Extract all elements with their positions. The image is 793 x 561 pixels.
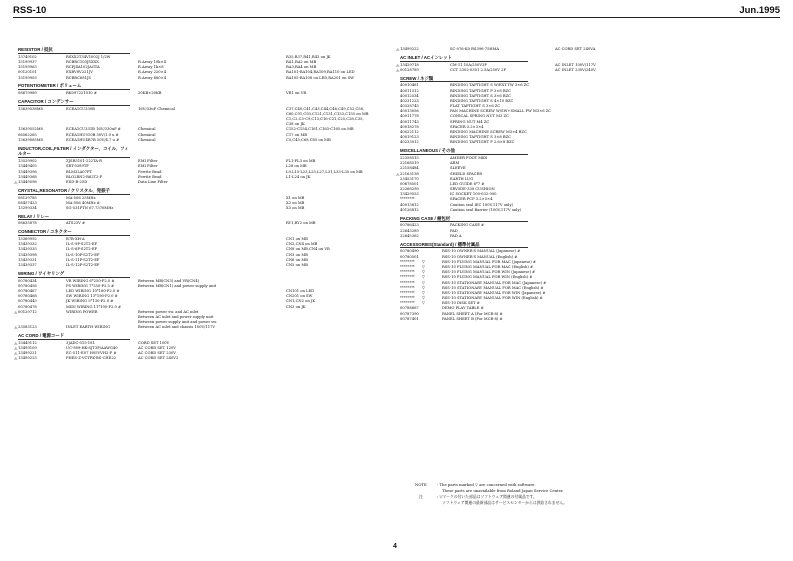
description: IL-S-12P-S2T2-EF [66,263,100,267]
part-number: 40233012 [400,140,419,145]
part-number: 13439335 [18,247,37,252]
description: MA-506 40MHz # [66,200,100,205]
section-accord-cont [396,47,770,52]
part-number: 15199937 [18,59,37,64]
section-title: CRYSTAL,RESONATOR / クリスタル、発振子 [18,188,130,195]
description: BINDING TAPTIGHT P 2.6×8 BZC [450,140,515,145]
part-number: 40011743 [400,119,419,124]
software-mark: ▽ [422,280,425,285]
part-number: 08635878 [18,221,37,226]
location: X1 on MB [286,195,305,200]
part-number: 40013812 [400,202,419,207]
part-number: ******** [400,285,415,290]
description: RCBRC681JS [66,75,91,80]
location: C1,C2,C5-C9,C13,C16-C21,C25,C28,C35, [286,117,364,122]
spec: 20KB×20KB [138,91,162,96]
safety-mark: ⚠ [396,62,400,68]
location: R35,R37,R41,R43 on JK [286,54,331,59]
location: CN1 on MB [286,237,308,242]
description: PHES-Z-VCTPK-BS-CHE22 [66,356,117,361]
parts-row [400,234,770,239]
note-line-1: : The parts marked ▽ are concerned with software. [437,482,536,487]
location: AC CORD SET 240VA [555,47,596,51]
part-number: 22158484 [400,166,419,171]
location: AC INLET 230V/240V [555,67,596,72]
part-number: 00780501 [400,254,419,259]
note-line-4: ソフトウェア関連の最新部品はサービスセンターからは供給されません。 [442,500,568,505]
description: RSS-10 STATIONARY MANUAL FOR WIN (English) # [442,296,543,301]
spec: Chemical [138,127,156,132]
description: SPACER 3.2×3×4 [450,124,484,129]
description: RSS-10 STATIONARY MANUAL FOR MAC (English) # [442,285,544,290]
part-number: ******** [400,280,415,285]
part-number: 15199903 [18,75,37,80]
section-title: AC CORD / 電源コード [18,333,130,340]
spec: Between AC inlet and power supply unit [138,314,214,319]
part-number: ******** [400,270,415,275]
safety-mark: ⚠ [14,179,18,185]
parts-row [396,67,770,73]
part-number: 13499223 [18,356,37,361]
part-number: ******** [400,264,415,269]
section-title: CONNECTOR / コネクター [18,229,130,236]
part-number: 23453170 [400,176,419,181]
part-number: 40011778 [400,114,419,119]
part-number: 08679989 [18,91,37,96]
description: BINDING TAPTIGHT S 3×8 BZC [450,135,512,140]
left-parts-column [14,47,378,362]
software-mark: ▽ [422,275,425,280]
location: L9,L15-L23,L25,L27,L31,L33-L35 on MB [286,169,363,174]
page-header [13,5,780,17]
part-number: 13499221 [18,351,37,356]
parts-row [18,91,378,96]
parts-row [400,317,770,322]
part-number: ******** [400,259,415,264]
part-number: 22163138 [400,171,419,176]
description: SW WIRING 13*190-P2.0 # [66,294,118,299]
location: VR1 on VR [286,91,307,96]
location: CN8 on MB,CN4 on VR [286,247,330,252]
description: EARTH LUG [450,176,474,181]
location: C152-C154,C161,C163-C165 on MB [286,127,354,132]
description: ECEA1CU330B [66,106,95,111]
location: C37,C40,C41,C43,C44,C46,C49,C52,C58, [286,106,365,111]
description: IL-S-6P-S2T2-EF [66,247,98,252]
spec: Between power sw. and AC inlet [138,309,199,314]
description: ECEA1HU4R7B 50V/4.7 u # [66,137,120,142]
part-number: 13749102 [18,54,37,59]
description: PAD [450,228,458,233]
part-number: 13449368 [18,174,37,179]
spec: EMI Filter [138,159,158,164]
part-number: 00780445 [18,299,37,304]
location: X2 on MB [286,200,305,205]
location: CN3 on JK [286,304,306,309]
spec: Chemical [138,132,156,137]
part-number: 13439337 [18,263,37,267]
description: AMDER FOOT MKS [450,155,488,160]
part-number: 40012534 [400,93,419,98]
part-number: 22645362 [400,233,419,238]
software-mark: ▽ [422,270,425,275]
safety-mark: ⚠ [396,47,400,52]
location: RA101-RA104,RA109,RA110 on LED [286,70,355,75]
description: FLAT TAPTIGHT S 3×6 ZC [450,104,501,109]
description: PACKING CASE # [450,223,485,228]
description: 3JADC-015-181 [66,340,95,345]
part-number: 13449405 [18,164,37,169]
part-number: 40013056 [400,109,419,114]
note-block [415,482,755,506]
spec: R.Array 1k×8 [138,65,164,70]
header-rule [13,17,780,18]
spec: AC CORD SET 120V [138,346,176,351]
description: Caution seal Barrier (100V,117V only) [450,207,522,212]
description: RSS-10 OWNER'S MANUAL (English) # [442,254,518,259]
section-title: POTENTIOMETER / ボリューム [18,83,130,90]
location: RA105-RA108 on LED,RA201 on SW [286,75,355,80]
spec: Ferrite Bead [138,174,162,179]
location: L28 on MB [286,164,307,169]
location: X3 on MB [286,205,305,210]
parts-row [18,221,378,226]
location: CN5 on MB [286,263,308,267]
part-number: 13639538M8 [18,106,43,111]
part-number: ******** [400,301,415,306]
safety-mark: ⚠ [14,309,18,315]
description: ECEA1HU010B 50V/1.0 u # [66,132,119,137]
part-number: 13499109 [18,346,37,351]
note-line-2: These parts are unavailable from Roland Japan Service Center. [442,488,564,493]
spec: EMI Filter [138,164,158,169]
part-number: 06562265 [18,132,37,137]
parts-row [18,206,378,211]
description: BLO2RN2-R62T2-F [66,174,103,179]
section-title: SCREW / ネジ類 [400,76,528,83]
location: C17 on MB [286,132,307,137]
part-number: 08457423 [18,200,37,205]
parts-row [400,140,770,145]
software-mark: ▽ [422,296,425,301]
part-number: 22168519 [400,161,419,166]
description: SC-076-K0 RS396-75HMA [450,47,500,51]
spec: R.Array 220×4 [138,70,167,75]
section-potentiometer [18,83,378,96]
part-number: 23583123 [18,325,37,330]
description: PAD A [450,233,462,238]
description: BINDING TAPTIGHT S 4×10 BZC [450,98,514,103]
location: CN3 on MB [286,252,308,257]
part-number: 40022112 [400,130,419,135]
spec: Chemical [138,137,156,142]
model-name: RSS-10 [13,5,47,16]
location: AC INLET 100V/117V [555,62,596,67]
section-acinlet [396,54,770,73]
description: RK097221010 # [66,91,97,96]
part-number: 13369992 [18,237,37,242]
description: JK WIRING 5*130-P2.0 # [66,299,114,304]
software-mark: ▽ [422,285,425,290]
section-title: INDUCTOR,COIL,FILTER / インダクター、コイル、フィルター [18,145,129,157]
section-title: MISCELLANEOUS / その他 [400,148,528,155]
description: LED GUIDE 6*7 # [450,181,485,186]
part-number: 13439398 [18,252,37,257]
part-number: 00678501 [400,181,419,186]
description: WIRING POWER [66,309,98,314]
location: C38 on JK [286,122,305,127]
description: BINDING TAPTIGHT S 3×6 BZC [450,93,512,98]
location: FL1-FL3 on MB [286,159,316,164]
description: IL-S-11P-S2T2-EF [66,257,100,262]
location: C60,C91,C93,C121,C131,C133,C155 on MB [286,111,369,116]
description: ESD-R-25D [66,179,88,184]
part-number: 00129712 [18,309,37,314]
part-number: 13449598 [18,179,37,184]
description: IC SOCKET 100-032-000 [450,192,497,197]
spec: R.Array 680×4 [138,75,167,80]
section-title: AC INLET / ACインレット [400,55,528,62]
parts-row [400,208,770,213]
parts-row [396,47,770,52]
description: ARM [450,161,460,166]
description: SPRING NUT M4 ZC [450,119,490,124]
software-mark: ▽ [422,290,425,295]
part-number: ******** [400,296,415,301]
description: PANEL SHEET A (For MCR-8) # [442,311,503,316]
section-title: RELAY / リレー [18,214,130,221]
location: CN1,CN2 on JK [286,299,316,304]
software-mark: ▽ [422,259,425,264]
part-number: 13529902 [18,159,37,164]
note-label-jp: 注 [419,494,423,499]
description: ATS23V # [66,221,86,226]
part-number: 22358515 [400,155,419,160]
parts-row [14,179,378,185]
section-packing [400,216,770,239]
section-inductor [14,145,378,186]
spec: 16V/33uF Chemical [138,106,175,111]
part-number: 00780456 [18,283,37,288]
safety-mark: ⚠ [14,340,18,346]
spec: CORD SET 100V [138,340,170,345]
description: INLET EARTH WIRING [66,325,111,330]
spec: Ferrite Bead [138,169,162,174]
part-number: 22268299 [400,187,419,192]
location: CN101 on LED [286,288,315,293]
description: MA-506 25MHz [66,195,96,200]
section-capacitor [18,99,378,143]
description: EXBV8V221JV [66,70,93,75]
safety-mark: ⚠ [14,351,18,357]
description: RSS-10 FLYING MANUAL FOR MAC (English) # [442,264,534,269]
description: Caution seal IEC 100V,117V only) [450,202,513,207]
part-number: 40126812 [400,207,419,212]
description: RSS-10 OWNER'S MANUAL (Japanese) # [442,249,521,254]
part-number: 13449396 [18,169,37,174]
spec: Between MB(CN3) and VR(CN4) [138,278,200,283]
part-number: 13439331 [18,257,37,262]
spec: AC CORD SET 230V [138,351,176,356]
part-number: 40018278 [400,124,419,129]
part-number: 00120101 [18,70,37,75]
spec: Between AC inlet and chassis 100V/117V [138,325,216,330]
section-accessories [400,242,770,322]
part-number: 15199963 [18,65,37,70]
right-parts-column [396,47,770,322]
location: RA3,RA4 on MB [286,65,317,70]
part-number: 40328745 [400,104,419,109]
section-resistor [18,47,378,81]
part-number: 13299334 [18,205,37,210]
parts-row [18,138,378,143]
description: DEMO PLAY TABLE # [442,306,484,311]
description: RSS-10 STATIONARY MANUAL FOR WIN (Japanese) # [442,290,546,295]
location: RA1,RA2 on MB [286,59,317,64]
section-misc [396,148,770,213]
section-connector [18,229,378,268]
spec: Data Line Filter [138,179,168,184]
description: SRT-0389TF [66,164,89,169]
description: CCT 2302-0301 2.5A/250V 2P [450,67,506,72]
section-title: RESISTOR / 抵抗 [18,47,130,54]
location: CN201 on SW [286,294,313,299]
description: BINDING TAPTIGHT S W/EXT.TW 3×6 ZC [450,83,530,88]
part-number: 00786423 [400,223,419,228]
spec: Between power supply unit and power sw. [138,320,218,325]
description: MIDI WIRING 11*100-P2.0 # [66,304,122,309]
section-crystal [18,188,378,211]
page-number: 4 [393,543,397,550]
section-wiring [14,270,378,331]
section-relay [18,214,378,227]
software-mark: ▽ [422,264,425,269]
safety-mark: ⚠ [14,356,18,362]
parts-row [14,356,378,362]
part-number: 00780434 [18,278,37,283]
description: PANEL SHEET B (For MCR-8) # [442,316,503,321]
description: SLEEVE [450,166,466,171]
part-number: 40019123 [400,135,419,140]
location: CN6 on MB [286,257,308,262]
location: RY1,RY2 on MB [286,221,316,226]
section-title: ACCESSORIES(Standard) / 標準付属品 [400,242,528,249]
part-number: 00787401 [400,316,419,321]
part-number: 08129785 [18,195,37,200]
description: RSXX2T34V1002J 1/2W [66,54,111,59]
location: C5,C45,C68,C85 on MB [286,137,331,142]
section-title: PACKING CASE / 梱包材 [400,216,528,223]
part-number: 13429553 [400,192,419,197]
description: BINDING MACHINE SCREW M3×4 BZC [450,130,527,135]
part-number: 40011312 [400,88,419,93]
part-number: 00780490 [400,249,419,254]
description: SRV5DE-330 CUSHION [450,187,495,192]
description: SPACER PCP 3.2×5×4 [450,197,493,202]
safety-mark: ⚠ [396,171,400,177]
description: BLM32A07PT [66,169,92,174]
description: ECEA1CU331B 16V/330uF # [66,127,121,132]
part-number: 40010461 [400,83,419,88]
parts-row [18,263,378,268]
description: PAN MACHINE SCREW W/SW+SMALL FW M3×6 ZC [450,109,552,114]
safety-mark: ⚠ [14,346,18,352]
header-date: Jun.1995 [739,5,780,16]
part-number: 00128789 [400,67,419,72]
description: SHIELD SPACER [450,171,483,176]
description: VR WIRING 6*250-P2.0 # [66,278,115,283]
part-number: ******** [400,275,415,280]
part-number: 13439332 [18,242,37,247]
description: ZJSR5101-222TA-R [66,159,102,164]
spec: R.Array 10k×4 [138,59,166,64]
description: B7B-XH-A [66,237,85,242]
section-accord [14,333,378,362]
part-number: 13639552M8 [18,127,43,132]
description: PS WIRING 7*250-P2.5 # [66,283,115,288]
part-number: 13499222 [400,47,419,51]
part-number: 13429718 [400,62,419,67]
description: IL-S-9P-S2T2-EF [66,242,98,247]
description: LED WIRING 10*160-P2.0 # [66,288,120,293]
description: RSS-10 STATIONARY MANUAL FOR MAC (Japanese) # [442,280,547,285]
section-title: WIRING / ワイヤリング [18,271,130,278]
part-number: 00788667 [400,306,419,311]
spec: AC CORD SET 240V2 [138,356,179,361]
part-number: 00780467 [18,288,37,293]
description: EC-511-E07 H05VVH2-F # [66,351,117,356]
part-number: 40231223 [400,98,419,103]
part-number: 00780478 [18,304,37,309]
section-screw [400,76,770,146]
description: UC-989-HK-SJT3P/AAWG40 [66,346,118,351]
parts-row [14,325,378,331]
part-number: 00780468 [18,294,37,299]
spec: Between MB(CN1) and power supply unit [138,283,217,288]
part-number: 00787390 [400,311,419,316]
section-title: CAPACITOR / コンデンサー [18,99,130,106]
description: BINDING TAPTIGHT P 3×8 BZC [450,88,511,93]
description: IL-S-10P-S2T2-EF [66,252,100,257]
part-number: ******** [400,290,415,295]
description: SG-531PTN 67.7376MHz [66,205,114,210]
description: RSS-10 FLYING MANUAL FOR WIN (English) # [442,275,533,280]
part-number: 22643289 [400,228,419,233]
location: L1-L24 on JK [286,174,311,179]
part-number: 13449112 [18,340,37,345]
description: CONICAL SPRING NUT M3 ZC [450,114,509,119]
note-line-3: : ▽マークの付いた部品はソフトウェア関連の付属品です。 [437,494,537,499]
description: RCBRC103JSXXX [66,59,99,64]
part-number: ******** [400,197,415,202]
description: RSS-10 FLYING MANUAL FOR MAC (Japanese) # [442,259,536,264]
safety-mark: ⚠ [14,325,18,331]
safety-mark: ⚠ [396,67,400,73]
part-number: 13639085M8 [18,137,43,142]
description: RSS-10 FLYING MANUAL FOR WIN (Japanese) # [442,270,536,275]
location: CN2,CN4 on MB [286,242,318,247]
software-mark: ▽ [422,301,425,306]
parts-row [18,76,378,81]
description: RCFJ4A102JAGTA [66,65,100,70]
description: RSS-10 DISK SET # [442,301,480,306]
description: CM-11 10A/250V3P [450,62,487,67]
note-label: NOTE [415,482,427,487]
